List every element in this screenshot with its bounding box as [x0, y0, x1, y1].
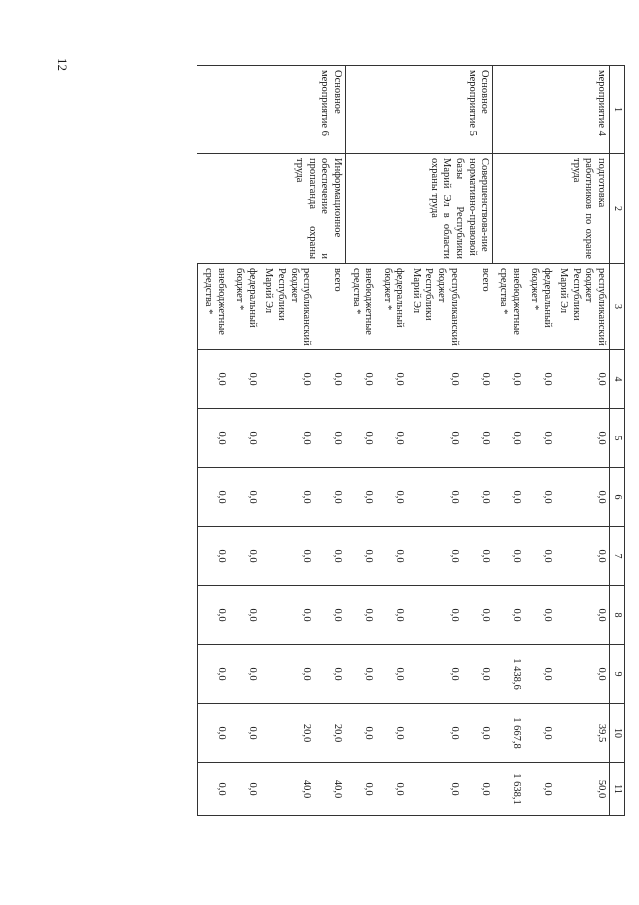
value-cell: 0,0	[376, 645, 407, 704]
value-cell: 0,0	[462, 468, 493, 527]
measure-name-cell: Основное мероприятие 5	[345, 66, 492, 154]
value-cell: 0,0	[376, 704, 407, 763]
funding-source-cell: федеральный бюджет *	[524, 264, 555, 350]
funding-source-cell: республиканский бюджет Республики Марий Эл	[555, 264, 610, 350]
value-cell: 0,0	[260, 645, 314, 704]
value-cell: 0,0	[555, 468, 610, 527]
value-cell: 20,0	[260, 704, 314, 763]
column-header-8: 8	[610, 586, 625, 645]
column-header-5: 5	[610, 409, 625, 468]
value-cell: 0,0	[197, 704, 229, 763]
value-cell: 39,5	[555, 704, 610, 763]
value-cell: 1 438,6	[493, 645, 524, 704]
value-cell: 0,0	[345, 468, 376, 527]
budget-table	[197, 65, 625, 816]
table-row	[555, 66, 610, 816]
value-cell: 0,0	[555, 586, 610, 645]
value-cell: 0,0	[229, 527, 260, 586]
funding-source-cell: республиканский бюджет Республики Марий Эл	[260, 264, 314, 350]
value-cell: 0,0	[407, 409, 461, 468]
value-cell: 0,0	[376, 468, 407, 527]
value-cell: 0,0	[314, 645, 345, 704]
value-cell: 0,0	[376, 409, 407, 468]
value-cell: 0,0	[524, 704, 555, 763]
measure-description-cell: Информационное обеспечение и пропаганда охраны труда	[197, 154, 345, 264]
value-cell: 0,0	[229, 763, 260, 816]
value-cell: 0,0	[493, 468, 524, 527]
value-cell: 0,0	[524, 645, 555, 704]
value-cell: 0,0	[524, 763, 555, 816]
value-cell: 0,0	[407, 468, 461, 527]
funding-source-cell: федеральный бюджет *	[229, 264, 260, 350]
value-cell: 0,0	[462, 350, 493, 409]
funding-source-cell: внебюджетные средства *	[197, 264, 229, 350]
value-cell: 0,0	[260, 468, 314, 527]
value-cell: 0,0	[345, 350, 376, 409]
value-cell: 0,0	[462, 645, 493, 704]
value-cell: 0,0	[462, 527, 493, 586]
value-cell: 0,0	[345, 704, 376, 763]
value-cell: 0,0	[407, 586, 461, 645]
value-cell: 0,0	[555, 350, 610, 409]
measure-name-cell: мероприятие 4	[493, 66, 610, 154]
column-header-9: 9	[610, 645, 625, 704]
value-cell: 0,0	[229, 350, 260, 409]
value-cell: 0,0	[376, 527, 407, 586]
column-header-3: 3	[610, 264, 625, 350]
column-header-6: 6	[610, 468, 625, 527]
table-row	[314, 66, 345, 816]
value-cell: 50,0	[555, 763, 610, 816]
value-cell: 0,0	[197, 586, 229, 645]
value-cell: 0,0	[197, 645, 229, 704]
value-cell: 0,0	[314, 409, 345, 468]
value-cell: 0,0	[229, 468, 260, 527]
value-cell: 0,0	[345, 645, 376, 704]
value-cell: 0,0	[493, 527, 524, 586]
value-cell: 0,0	[229, 586, 260, 645]
value-cell: 0,0	[314, 468, 345, 527]
table-row	[462, 66, 493, 816]
value-cell: 0,0	[197, 527, 229, 586]
measure-description-cell: Совершенствова-ние нормативно-правовой базы Республики Марий Эл в области охраны труда	[345, 154, 492, 264]
value-cell: 0,0	[229, 645, 260, 704]
value-cell: 0,0	[197, 468, 229, 527]
value-cell: 0,0	[555, 645, 610, 704]
value-cell: 0,0	[197, 350, 229, 409]
value-cell: 0,0	[376, 350, 407, 409]
value-cell: 0,0	[260, 350, 314, 409]
value-cell: 1 667,8	[493, 704, 524, 763]
measure-name-cell: Основное мероприятие 6	[197, 66, 345, 154]
value-cell: 0,0	[197, 763, 229, 816]
value-cell: 0,0	[407, 645, 461, 704]
value-cell: 0,0	[229, 409, 260, 468]
value-cell: 0,0	[345, 586, 376, 645]
value-cell: 0,0	[493, 350, 524, 409]
value-cell: 0,0	[407, 350, 461, 409]
value-cell: 0,0	[376, 763, 407, 816]
column-header-11: 11	[610, 763, 625, 816]
column-header-1: 1	[610, 66, 625, 154]
value-cell: 0,0	[462, 763, 493, 816]
value-cell: 0,0	[314, 586, 345, 645]
value-cell: 0,0	[524, 586, 555, 645]
funding-source-cell: внебюджетные средства *	[345, 264, 376, 350]
value-cell: 0,0	[407, 763, 461, 816]
value-cell: 0,0	[493, 409, 524, 468]
value-cell: 1 638,1	[493, 763, 524, 816]
value-cell: 0,0	[376, 586, 407, 645]
value-cell: 0,0	[555, 527, 610, 586]
value-cell: 40,0	[314, 763, 345, 816]
value-cell: 0,0	[260, 586, 314, 645]
page-number: 12	[55, 58, 70, 71]
funding-source-cell: внебюджетные средства *	[493, 264, 524, 350]
value-cell: 0,0	[407, 527, 461, 586]
value-cell: 0,0	[345, 763, 376, 816]
header-row	[610, 66, 625, 816]
value-cell: 0,0	[524, 409, 555, 468]
table-body	[197, 66, 609, 816]
value-cell: 0,0	[407, 704, 461, 763]
value-cell: 40,0	[260, 763, 314, 816]
funding-source-cell: федеральный бюджет *	[376, 264, 407, 350]
value-cell: 0,0	[493, 586, 524, 645]
funding-source-cell: республиканский бюджет Республики Марий Эл	[407, 264, 461, 350]
value-cell: 0,0	[229, 704, 260, 763]
value-cell: 0,0	[260, 527, 314, 586]
value-cell: 0,0	[462, 586, 493, 645]
value-cell: 0,0	[345, 409, 376, 468]
value-cell: 0,0	[345, 527, 376, 586]
value-cell: 0,0	[524, 350, 555, 409]
value-cell: 0,0	[314, 350, 345, 409]
value-cell: 0,0	[524, 527, 555, 586]
value-cell: 0,0	[260, 409, 314, 468]
value-cell: 0,0	[524, 468, 555, 527]
funding-source-cell: всего	[462, 264, 493, 350]
column-header-7: 7	[610, 527, 625, 586]
measure-description-cell: подготовка работников по охране труда	[493, 154, 610, 264]
value-cell: 0,0	[462, 704, 493, 763]
column-header-2: 2	[610, 154, 625, 264]
rotated-table-container	[115, 65, 625, 815]
value-cell: 0,0	[314, 527, 345, 586]
column-header-10: 10	[610, 704, 625, 763]
column-header-4: 4	[610, 350, 625, 409]
value-cell: 20,0	[314, 704, 345, 763]
value-cell: 0,0	[555, 409, 610, 468]
value-cell: 0,0	[197, 409, 229, 468]
funding-source-cell: всего	[314, 264, 345, 350]
value-cell: 0,0	[462, 409, 493, 468]
